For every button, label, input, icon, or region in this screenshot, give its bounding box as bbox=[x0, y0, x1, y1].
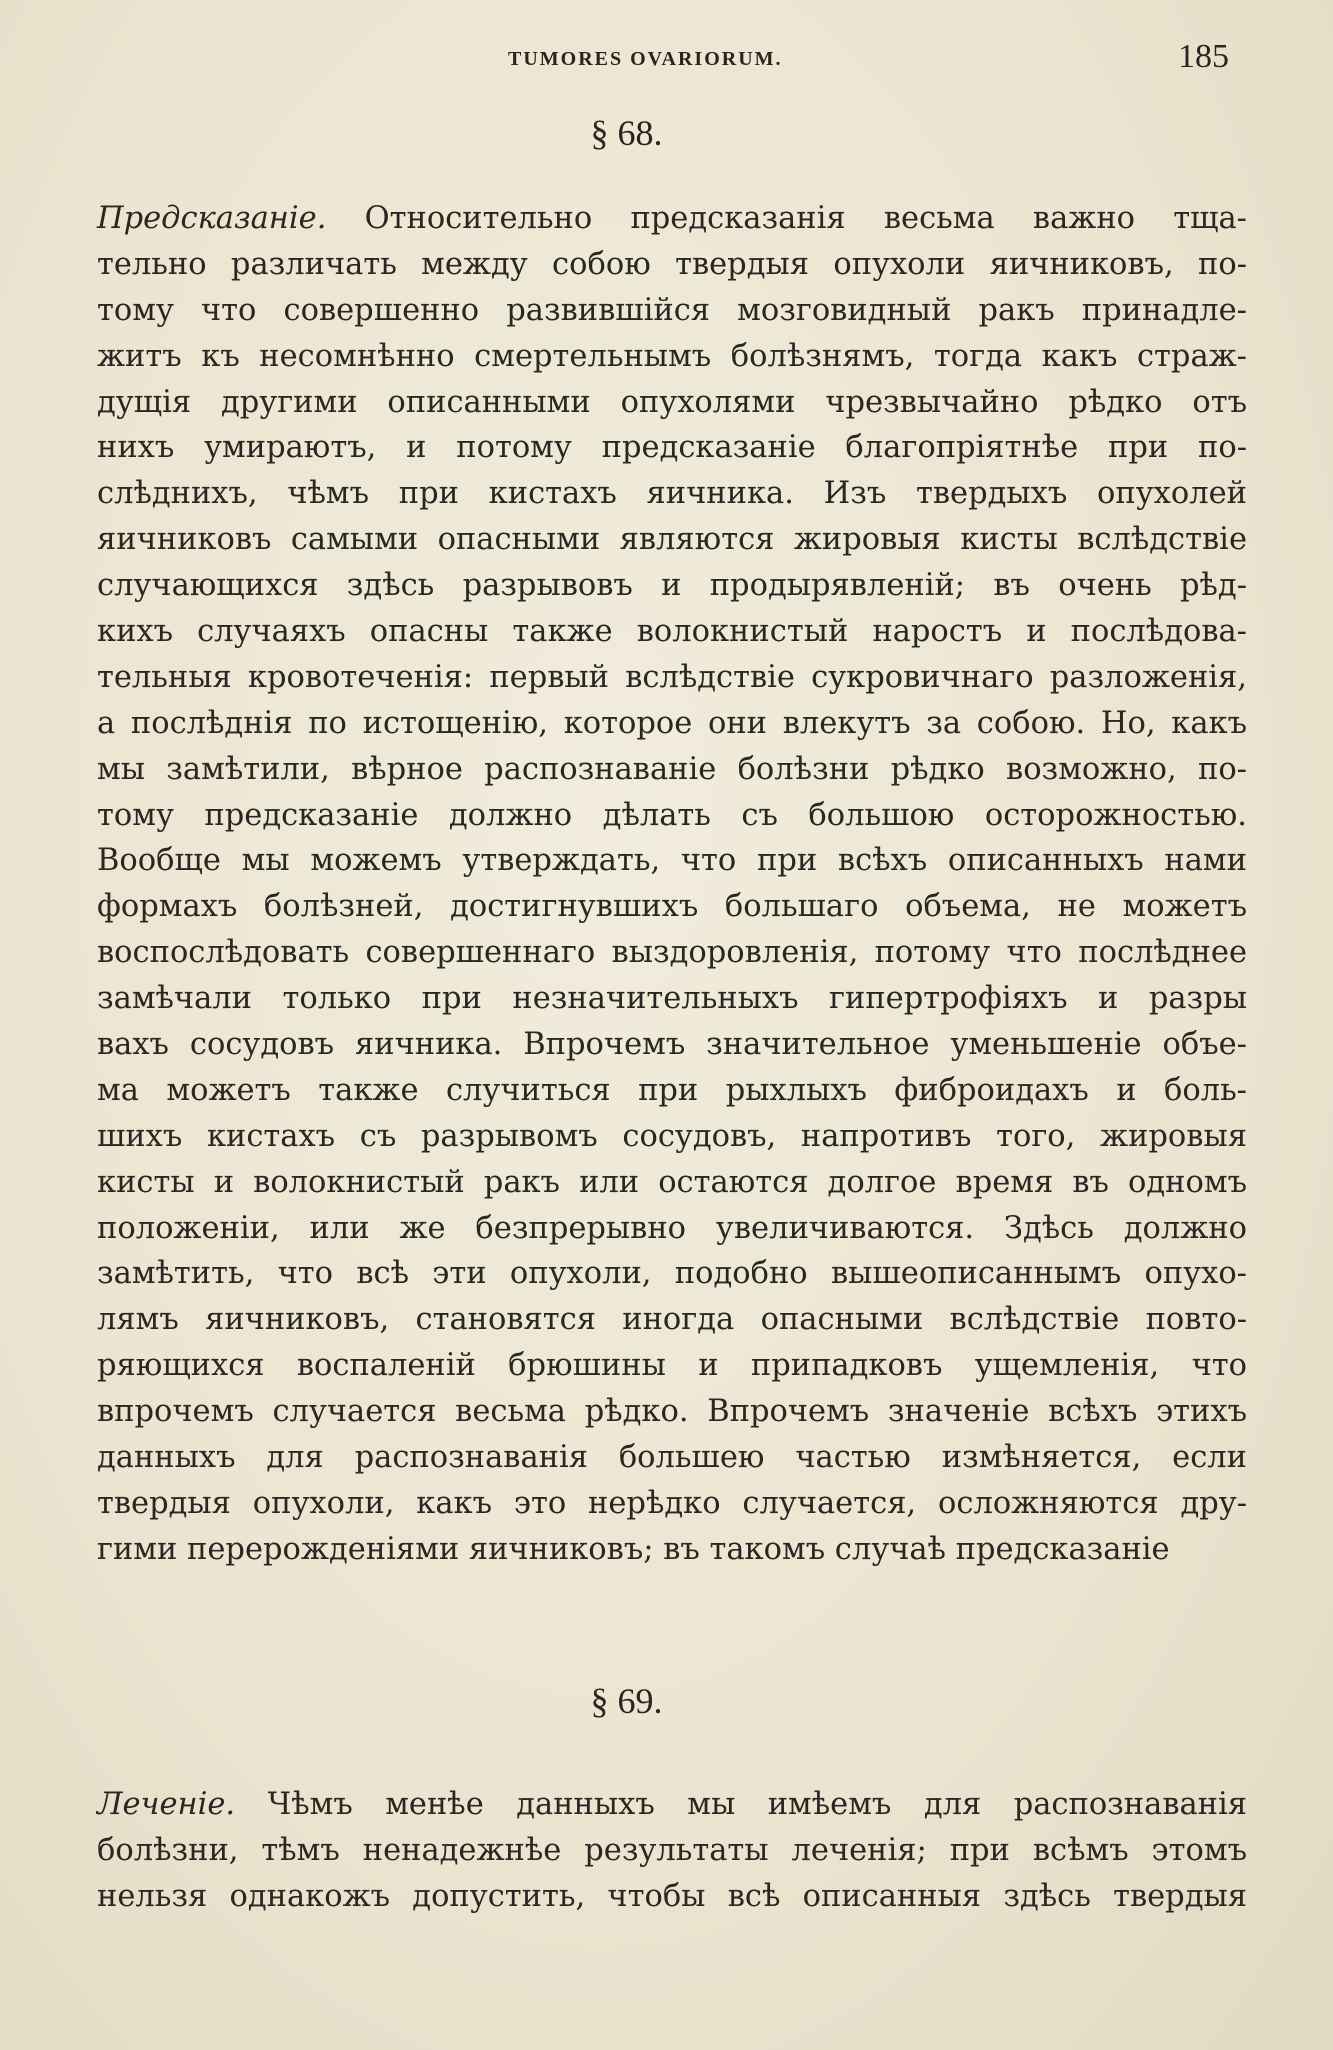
body-line bbox=[97, 196, 1247, 242]
section-69-heading: § 69. bbox=[590, 1681, 663, 1721]
lead-in-treatment: Леченiе. bbox=[97, 1787, 236, 1822]
body-line: тельныя кровотеченiя: первый вслѣдствiе сукровичнаго разложенiя, bbox=[97, 659, 1247, 695]
body-line: кисты и волокнистый ракъ или остаются долгое время въ одномъ bbox=[97, 1164, 1247, 1200]
body-line: твердыя опухоли, какъ это нерѣдко случается, осложняются дру- bbox=[97, 1485, 1247, 1521]
body-line: дущiя другими описанными опухолями чрезвычайно рѣдко отъ bbox=[97, 384, 1247, 420]
body-line: положенiи, или же безпрерывно увеличиваются. Здѣсь должно bbox=[97, 1210, 1247, 1246]
page-number: 185 bbox=[1178, 38, 1229, 75]
body-line: мы замѣтили, вѣрное распознаванiе болѣзни рѣдко возможно, по- bbox=[97, 751, 1247, 787]
body-line: кихъ случаяхъ опасны также волокнистый наростъ и послѣдова- bbox=[97, 614, 1247, 650]
section-68-body bbox=[97, 196, 1247, 1573]
body-line: болѣзни, тѣмъ ненадежнѣе результаты леченiя; при всѣмъ этомъ bbox=[97, 1832, 1247, 1868]
running-title: TUMORES OVARIORUM. bbox=[508, 48, 783, 70]
body-line: а послѣднiя по истощенiю, которое они влекутъ за собою. Но, какъ bbox=[97, 705, 1247, 741]
body-line: случающихся здѣсь разрывовъ и продырявленiй; въ очень рѣд- bbox=[97, 568, 1247, 604]
body-line: замѣтить, что всѣ эти опухоли, подобно вышеописаннымъ опухо- bbox=[97, 1256, 1247, 1292]
body-line: данныхъ для распознаванiя большею частью измѣняется, если bbox=[97, 1440, 1247, 1476]
line-text: Относительно предсказанiя весьма важно тща- bbox=[364, 201, 1247, 236]
body-line: Вообще мы можемъ утверждать, что при всѣхъ описанныхъ нами bbox=[97, 843, 1247, 879]
section-69-body bbox=[97, 1782, 1247, 1920]
body-line: вахъ сосудовъ яичника. Впрочемъ значительное уменьшенiе объе- bbox=[97, 1027, 1247, 1063]
body-line: лямъ яичниковъ, становятся иногда опасными вслѣдствiе повто- bbox=[97, 1302, 1247, 1338]
body-line: тому предсказанiе должно дѣлать съ большою осторожностью. bbox=[97, 797, 1247, 833]
body-line: яичниковъ самыми опасными являются жировыя кисты вслѣдствiе bbox=[97, 522, 1247, 558]
line-text: Чѣмъ менѣе данныхъ мы имѣемъ для распознаванiя bbox=[267, 1787, 1248, 1822]
body-line: тельно различать между собою твердыя опухоли яичниковъ, по- bbox=[97, 246, 1247, 282]
body-line: ма можетъ также случиться при рыхлыхъ фиброидахъ и боль- bbox=[97, 1072, 1247, 1108]
running-header bbox=[0, 38, 1333, 78]
body-line: воспослѣдовать совершеннаго выздоровленiя, потому что послѣднее bbox=[97, 935, 1247, 971]
body-line: житъ къ несомнѣнно смертельнымъ болѣзнямъ, тогда какъ страж- bbox=[97, 338, 1247, 374]
body-line: впрочемъ случается весьма рѣдко. Впрочемъ значенiе всѣхъ этихъ bbox=[97, 1394, 1247, 1430]
body-line: слѣднихъ, чѣмъ при кистахъ яичника. Изъ твердыхъ опухолей bbox=[97, 476, 1247, 512]
body-line: нихъ умираютъ, и потому предсказанiе благопрiятнѣе при по- bbox=[97, 430, 1247, 466]
lead-in-prognosis: Предсказанiе. bbox=[97, 201, 327, 236]
body-line: тому что совершенно развившiйся мозговидный ракъ принадле- bbox=[97, 292, 1247, 328]
body-line: формахъ болѣзней, достигнувшихъ большаго объема, не можетъ bbox=[97, 889, 1247, 925]
body-line: ряющихся воспаленiй брюшины и припадковъ ущемленiя, что bbox=[97, 1348, 1247, 1384]
body-line: гими перерожденiями яичниковъ; въ такомъ случаѣ предсказанiе bbox=[97, 1531, 1170, 1567]
body-line: шихъ кистахъ съ разрывомъ сосудовъ, напротивъ того, жировыя bbox=[97, 1118, 1247, 1154]
body-line: замѣчали только при незначительныхъ гипертрофiяхъ и разры bbox=[97, 981, 1247, 1017]
body-line: нельзя однакожъ допустить, чтобы всѣ описанныя здѣсь твердыя bbox=[97, 1878, 1247, 1914]
body-line bbox=[97, 1782, 1247, 1828]
section-68-heading: § 68. bbox=[590, 113, 663, 153]
